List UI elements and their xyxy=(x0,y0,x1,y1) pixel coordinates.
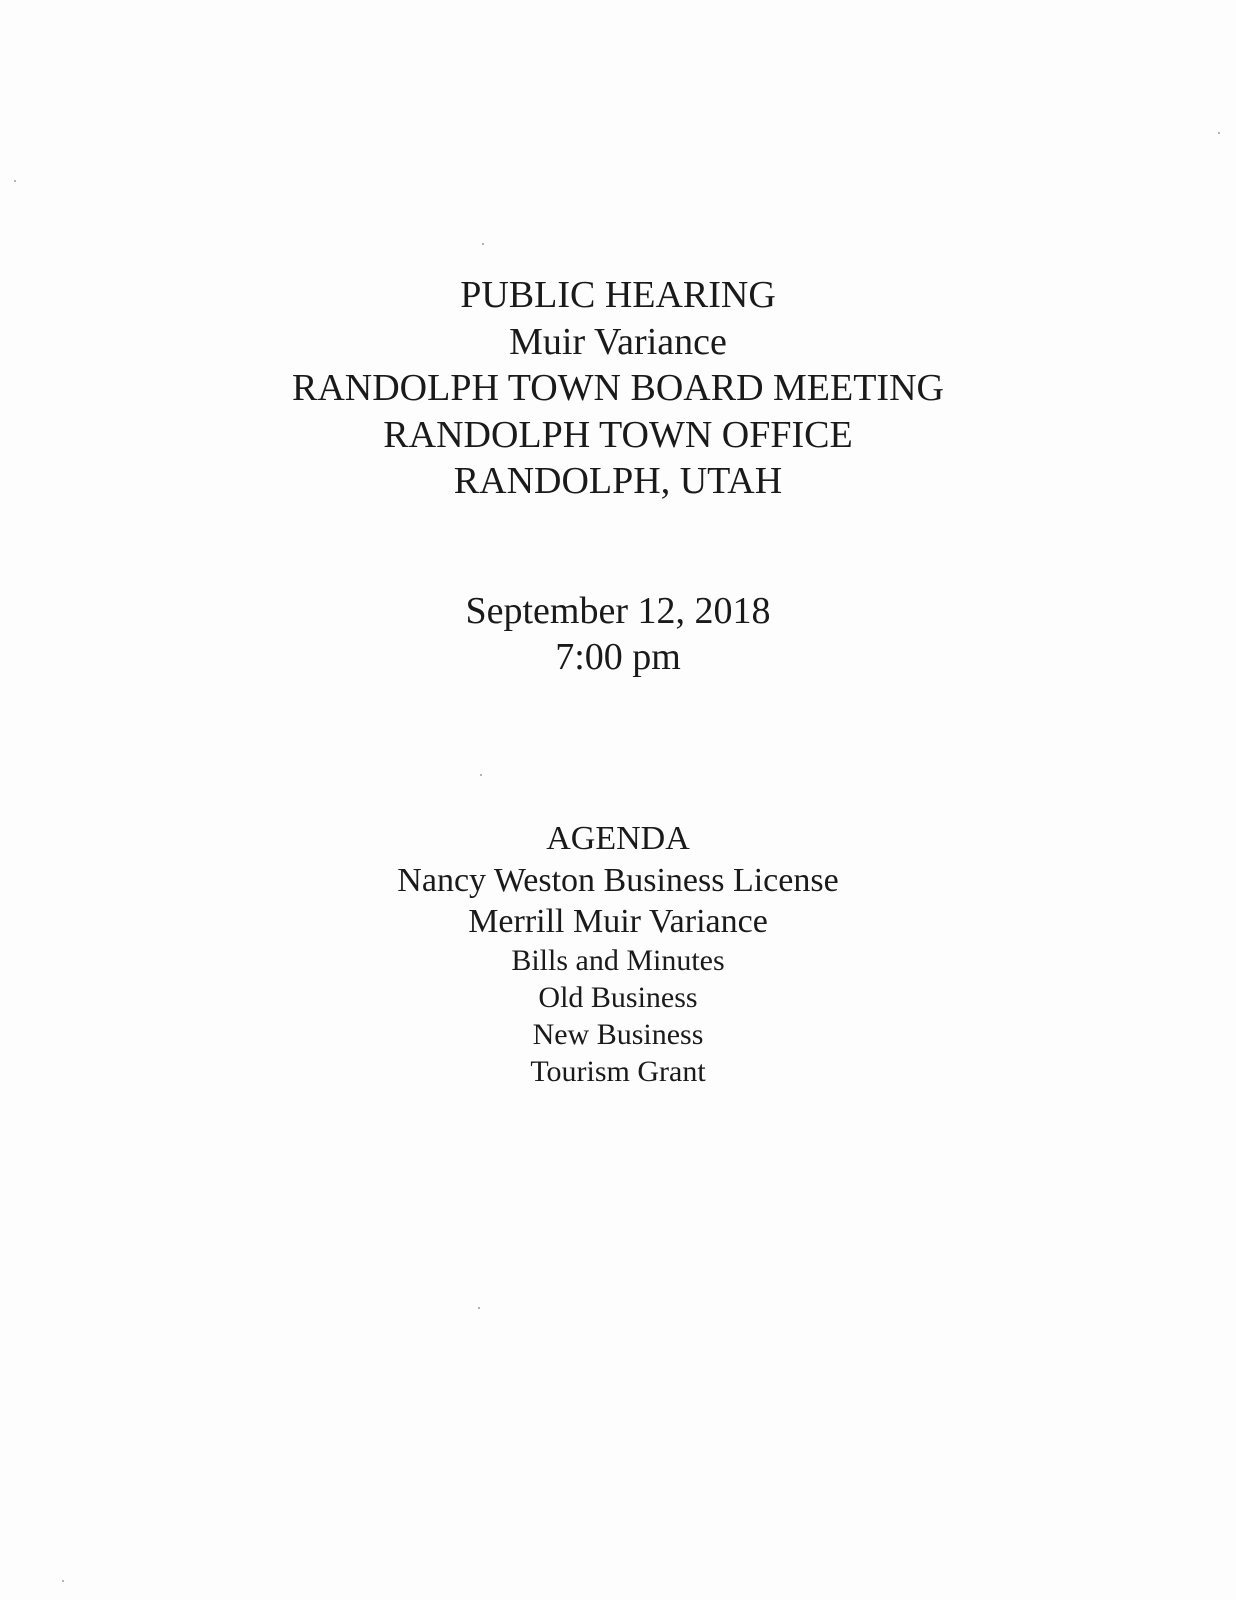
meeting-header xyxy=(0,272,1236,505)
agenda-item: Nancy Weston Business License xyxy=(397,862,839,899)
agenda-item: Bills and Minutes xyxy=(511,944,725,977)
meeting-location: RANDOLPH TOWN OFFICE xyxy=(383,413,853,456)
meeting-city: RANDOLPH, UTAH xyxy=(453,460,783,502)
scan-speck xyxy=(62,1580,64,1582)
agenda-item: Tourism Grant xyxy=(530,1055,706,1088)
meeting-date: September 12, 2018 xyxy=(465,590,771,632)
meeting-name: RANDOLPH TOWN BOARD MEETING xyxy=(292,367,944,409)
scan-speck xyxy=(478,1307,480,1309)
scan-speck xyxy=(1218,132,1220,134)
scan-speck xyxy=(480,774,482,776)
scan-speck xyxy=(482,243,484,245)
meeting-time: 7:00 pm xyxy=(555,636,681,678)
agenda-title: AGENDA xyxy=(546,820,690,857)
agenda-section xyxy=(0,818,1236,1090)
scan-speck xyxy=(14,180,16,182)
meeting-datetime xyxy=(0,588,1236,680)
agenda-item: New Business xyxy=(532,1018,704,1051)
hearing-title: PUBLIC HEARING xyxy=(460,274,776,316)
agenda-item: Old Business xyxy=(538,981,698,1014)
agenda-item: Merrill Muir Variance xyxy=(468,903,768,940)
hearing-subject: Muir Variance xyxy=(509,320,727,363)
